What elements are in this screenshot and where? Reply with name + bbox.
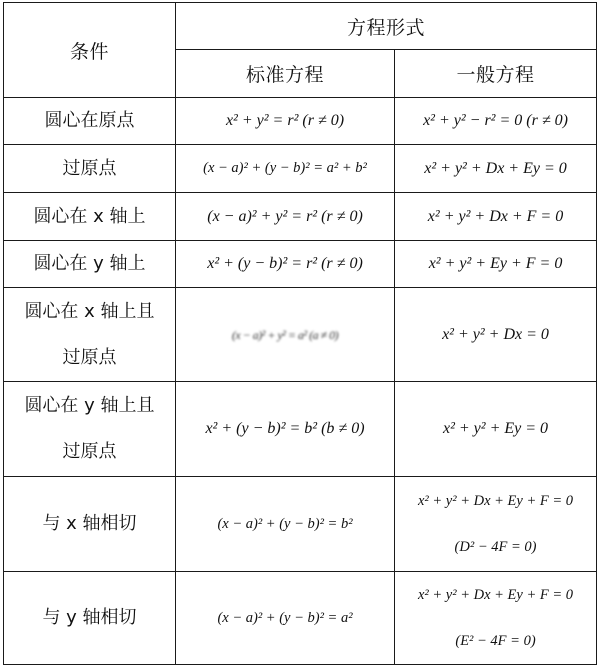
- general-equation-cell: [395, 98, 597, 145]
- standard-equation-cell: x² + y² = r² (r ≠ 0): [176, 98, 395, 145]
- general-equation-cell: [395, 241, 597, 288]
- condition-text: 过原点: [62, 157, 117, 179]
- general-equation-text: x² + y² − r² = 0 (r ≠ 0): [423, 112, 568, 129]
- condition-line: 过原点: [62, 441, 117, 462]
- table-row: [4, 193, 597, 241]
- general-equation-cell: [395, 288, 597, 382]
- standard-equation-cell: (x − a)² + y² = r² (r ≠ 0): [176, 193, 395, 241]
- condition-line: 过原点: [62, 346, 117, 368]
- blurred-equation: (x − a)² + y² = a² (a ≠ 0): [231, 327, 339, 342]
- general-equation-cell: [395, 145, 597, 193]
- condition-text: 圆心在原点: [44, 110, 135, 131]
- condition-line: 圆心在 x 轴上且: [24, 300, 155, 322]
- header-standard-equation: 标准方程: [176, 50, 395, 98]
- general-equation-cell: [395, 572, 597, 665]
- standard-equation-cell: (x − a)² + (y − b)² = a² + b²: [176, 145, 395, 193]
- standard-equation-cell: x² + (y − b)² = b² (b ≠ 0): [176, 382, 395, 477]
- table-row: [4, 98, 597, 145]
- header-row: [4, 3, 597, 50]
- general-equation-text: x² + y² + Dx + F = 0: [427, 207, 564, 225]
- general-equation-line: x² + y² + Dx + Ey + F = 0: [417, 493, 574, 509]
- condition-cell: [4, 98, 176, 145]
- condition-cell: [4, 477, 176, 572]
- condition-text: 与 y 轴相切: [42, 607, 137, 628]
- condition-text: 圆心在 x 轴上: [33, 205, 146, 227]
- condition-cell: [4, 288, 176, 382]
- table-row: [4, 145, 597, 193]
- table-row: [4, 241, 597, 288]
- table-row: [4, 288, 597, 382]
- general-equation-condition: (D² − 4F = 0): [454, 539, 537, 555]
- condition-cell: [4, 193, 176, 241]
- condition-text: 圆心在 y 轴上: [33, 253, 146, 274]
- general-equation-line: x² + y² + Dx + Ey + F = 0: [417, 587, 574, 603]
- circle-equation-table: [3, 2, 597, 665]
- general-equation-text: x² + y² + Dx = 0: [442, 325, 549, 343]
- general-equation-cell: [395, 382, 597, 477]
- condition-text: 与 x 轴相切: [42, 513, 137, 534]
- general-equation-text: x² + y² + Ey = 0: [442, 420, 549, 437]
- general-equation-text: x² + y² + Ey + F = 0: [428, 255, 563, 272]
- general-equation-cell: [395, 193, 597, 241]
- standard-equation-cell: (x − a)² + (y − b)² = b²: [176, 477, 395, 572]
- table-row: [4, 382, 597, 477]
- general-equation-cell: [395, 477, 597, 572]
- condition-cell: [4, 145, 176, 193]
- condition-cell: [4, 382, 176, 477]
- condition-line: 圆心在 y 轴上且: [24, 395, 155, 416]
- general-equation-condition: (E² − 4F = 0): [455, 633, 536, 649]
- table-row: [4, 477, 597, 572]
- header-equation-form: 方程形式: [176, 3, 597, 50]
- condition-cell: [4, 241, 176, 288]
- general-equation-text: x² + y² + Dx + Ey = 0: [424, 159, 567, 177]
- condition-cell: [4, 572, 176, 665]
- header-general-equation: 一般方程: [395, 50, 597, 98]
- standard-equation-cell: x² + (y − b)² = r² (r ≠ 0): [176, 241, 395, 288]
- header-condition: 条件: [4, 3, 176, 98]
- standard-equation-cell: (x − a)² + (y − b)² = a²: [176, 572, 395, 665]
- table-row: [4, 572, 597, 665]
- standard-equation-cell: [176, 288, 395, 382]
